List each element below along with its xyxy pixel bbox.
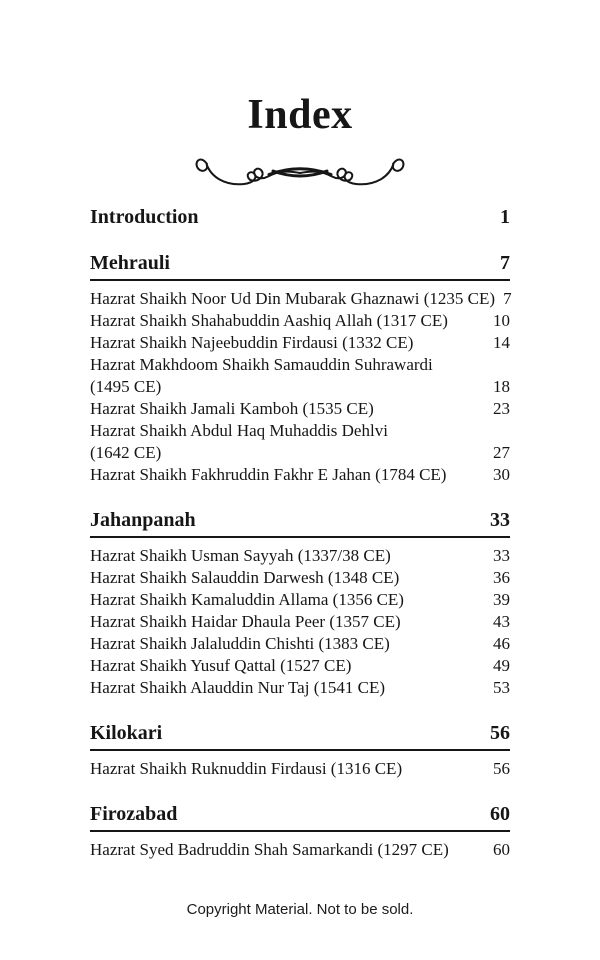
toc-entry-line: [90, 545, 510, 567]
toc-entry-text: (1642 CE): [90, 443, 162, 462]
toc-entry-page-number: 30: [493, 465, 510, 484]
toc-section-heading: [90, 251, 510, 281]
toc-entry-line: [90, 398, 510, 420]
toc-entry-text: Hazrat Shaikh Yusuf Qattal (1527 CE): [90, 656, 352, 675]
toc-section-entries: [90, 545, 510, 699]
toc-entry-page-number: 36: [493, 568, 510, 587]
flourish-icon: [194, 152, 406, 196]
toc-entry-page-number: 53: [493, 678, 510, 697]
toc-introduction-label: Introduction: [90, 206, 199, 228]
toc-entry-line: [90, 420, 510, 442]
toc-entry-page-number: 46: [493, 634, 510, 653]
toc-entry-line: [90, 589, 510, 611]
toc-entry-page-number: 43: [493, 612, 510, 631]
toc-entry-page-number: 27: [493, 443, 510, 462]
flourish-divider-ornament: [90, 152, 510, 196]
toc-entry-line: [90, 354, 510, 376]
toc-entry-page-number: 39: [493, 590, 510, 609]
toc-entry-page-number: 23: [493, 399, 510, 418]
toc-entry-line: [90, 310, 510, 332]
toc-entry-page-number: 14: [493, 333, 510, 352]
toc-section-entries: [90, 839, 510, 861]
toc-entry-line: [90, 611, 510, 633]
toc-entry-line: [90, 567, 510, 589]
toc-section-label: Jahanpanah: [90, 509, 196, 531]
toc-entry-page-number: 7: [503, 289, 512, 308]
toc-entry-line: [90, 758, 510, 780]
toc-entry-page-number: 56: [493, 759, 510, 778]
toc-entry-text: Hazrat Shaikh Salauddin Darwesh (1348 CE): [90, 568, 400, 587]
toc-entry-page-number: 10: [493, 311, 510, 330]
toc-entry-page-number: 49: [493, 656, 510, 675]
toc-entry-line: [90, 677, 510, 699]
toc-entry-line: [90, 288, 510, 310]
toc-entry-text: Hazrat Shaikh Haidar Dhaula Peer (1357 CE): [90, 612, 401, 631]
toc-entry-page-number: 60: [493, 840, 510, 859]
toc-entry-text: (1495 CE): [90, 377, 162, 396]
toc-entry-text: Hazrat Shaikh Alauddin Nur Taj (1541 CE): [90, 678, 385, 697]
toc-entry-line: [90, 442, 510, 464]
toc-section-heading: [90, 508, 510, 538]
toc-entry-text: Hazrat Shaikh Jalaluddin Chishti (1383 CE): [90, 634, 390, 653]
toc-section: [90, 251, 510, 486]
toc-section-entries: [90, 758, 510, 780]
toc-entry-text: Hazrat Shaikh Ruknuddin Firdausi (1316 CE): [90, 759, 403, 778]
toc-entry-line: [90, 839, 510, 861]
toc-section-page-number: 7: [500, 252, 510, 274]
toc-entry-page-number: 33: [493, 546, 510, 565]
toc-entry-text: Hazrat Shaikh Fakhruddin Fakhr E Jahan (1784 CE): [90, 465, 447, 484]
toc-entry-text: Hazrat Shaikh Jamali Kamboh (1535 CE): [90, 399, 374, 418]
table-of-contents: [90, 205, 510, 861]
toc-entry-line: [90, 376, 510, 398]
toc-section-label: Mehrauli: [90, 252, 170, 274]
toc-section: [90, 802, 510, 861]
toc-entry-text: Hazrat Shaikh Najeebuddin Firdausi (1332 CE): [90, 333, 414, 352]
toc-entry-line: [90, 655, 510, 677]
toc-entry-page-number: 18: [493, 377, 510, 396]
toc-section-entries: [90, 288, 510, 486]
page-title: Index: [247, 92, 353, 138]
toc-section-page-number: 33: [490, 509, 510, 531]
toc-sections: [90, 251, 510, 861]
toc-entry-text: Hazrat Shaikh Abdul Haq Muhaddis Dehlvi: [90, 421, 388, 440]
toc-section-label: Firozabad: [90, 803, 178, 825]
toc-introduction-page-number: 1: [500, 206, 510, 228]
copyright-notice: Copyright Material. Not to be sold.: [186, 901, 414, 918]
toc-section-page-number: 60: [490, 803, 510, 825]
toc-entry-line: [90, 633, 510, 655]
toc-entry-introduction: [90, 205, 510, 229]
toc-entry-line: [90, 332, 510, 354]
toc-entry-text: Hazrat Shaikh Shahabuddin Aashiq Allah (1317 CE): [90, 311, 448, 330]
toc-section: [90, 721, 510, 780]
toc-entry-line: [90, 464, 510, 486]
toc-entry-text: Hazrat Syed Badruddin Shah Samarkandi (1297 CE): [90, 840, 449, 859]
toc-entry-text: Hazrat Makhdoom Shaikh Samauddin Suhrawardi: [90, 355, 433, 374]
toc-entry-text: Hazrat Shaikh Kamaluddin Allama (1356 CE): [90, 590, 404, 609]
toc-section-page-number: 56: [490, 722, 510, 744]
toc-section-heading: [90, 721, 510, 751]
toc-entry-text: Hazrat Shaikh Usman Sayyah (1337/38 CE): [90, 546, 391, 565]
toc-section: [90, 508, 510, 699]
toc-section-heading: [90, 802, 510, 832]
toc-entry-text: Hazrat Shaikh Noor Ud Din Mubarak Ghaznawi (1235 CE): [90, 289, 496, 308]
toc-section-label: Kilokari: [90, 722, 163, 744]
